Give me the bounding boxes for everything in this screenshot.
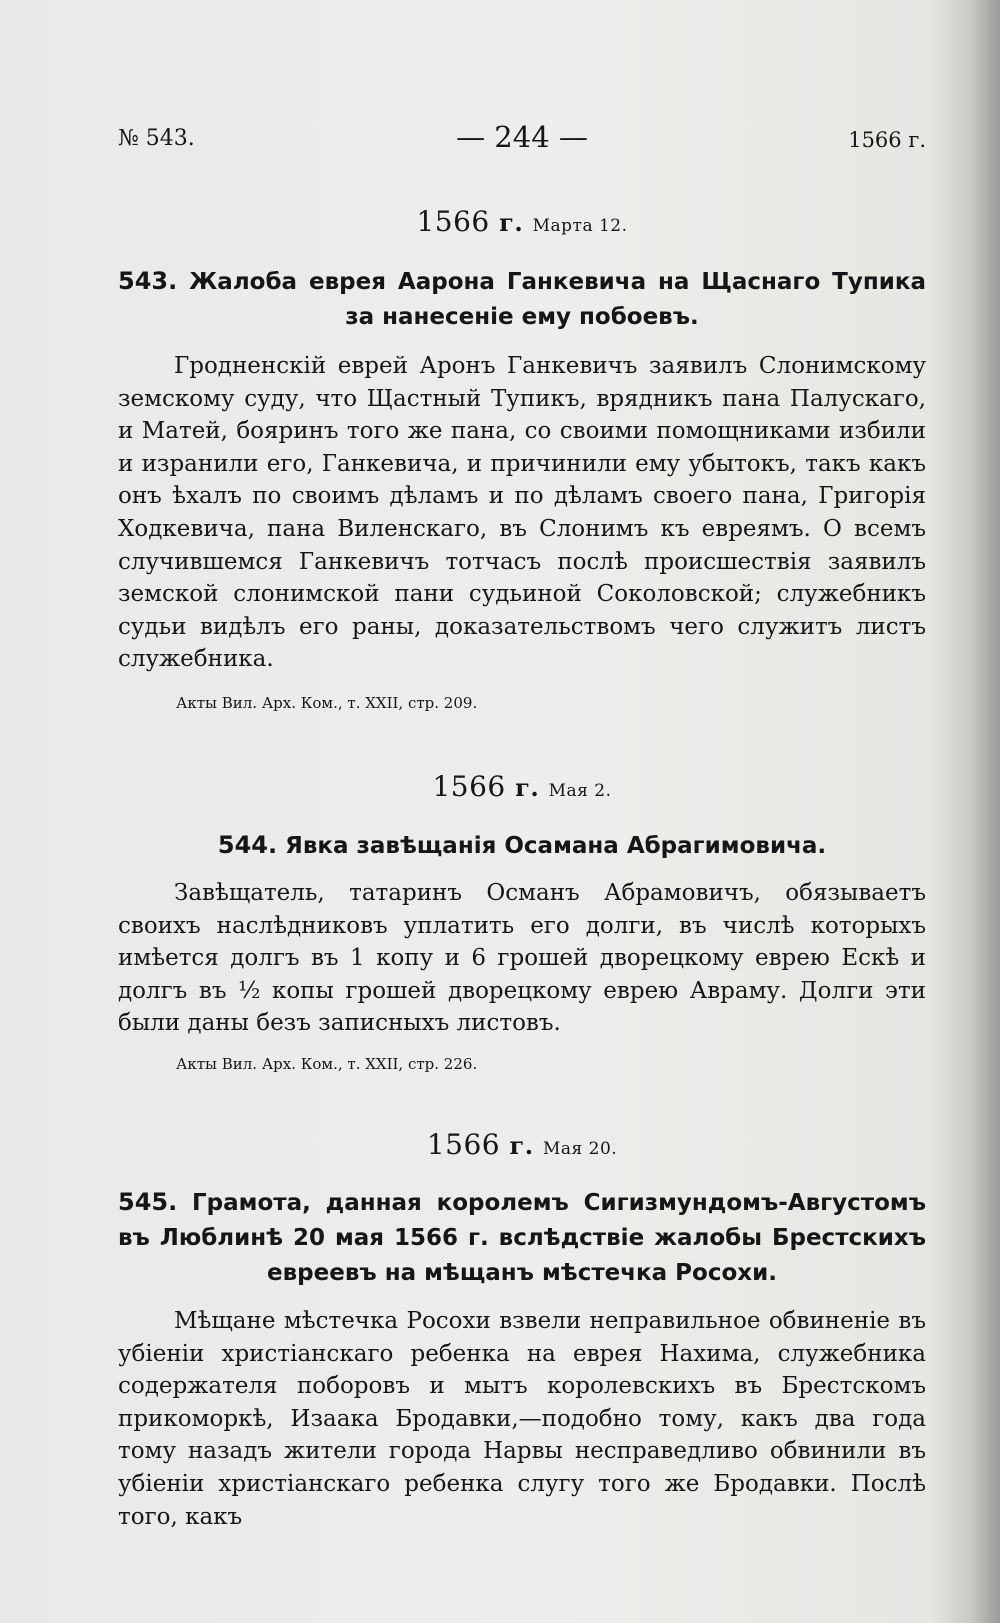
date-year: 1566 <box>416 205 490 238</box>
header-year: 1566 г. <box>848 128 926 152</box>
entry-543-date <box>118 205 926 238</box>
date-g: г. <box>499 208 524 237</box>
entry-title-text: Грамота, данная королемъ Сигизмундомъ-Августомъ въ Люблинѣ 20 мая 1566 г. вслѣдствіе жалобы Брестскихъ евреевъ на мѣщанъ мѣстечка Росохи. <box>118 1190 926 1286</box>
entry-543-body: Гродненскій еврей Аронъ Ганкевичъ заявилъ Слонимскому земскому суду, что Щастный Тупикъ, врядникъ пана Палускаго, и Матей, бояринъ того же пана, со своими помощниками избили и изранили его, Ганкевича, и причинили ему убытокъ, такъ какъ онъ ѣхалъ по своимъ дѣламъ и по дѣламъ своего пана, Григорія Ходкевича, пана Виленскаго, въ Слонимъ къ евреямъ. О всемъ случившемся Ганкевичъ тотчасъ послѣ происшествія заявилъ земской слонимской пани судьиной Соколовской; служебникъ судьи видѣлъ его раны, доказательствомъ чего служитъ листъ служебника. <box>118 353 926 673</box>
date-g: г. <box>515 773 540 802</box>
date-month-day: Мая 2. <box>548 781 612 801</box>
entry-543-title <box>118 264 926 335</box>
page-header <box>118 122 926 162</box>
entry-number: 543. <box>118 267 178 295</box>
date-g: г. <box>509 1131 534 1160</box>
entry-545-body: Мѣщане мѣстечка Росохи взвели неправильное обвиненіе въ убіеніи христіанскаго ребенка на еврея Нахима, служебника содержателя поборовъ и мытъ королевскихъ въ Брестскомъ прикоморкѣ, Изаака Бродавки,—подобно тому, какъ два года тому назадъ жители города Нарвы несправедливо обвинили въ убіеніи христіанскаго ребенка слугу того же Бродавки. Послѣ того, какъ <box>118 1308 926 1530</box>
entry-number: 544. <box>217 831 278 859</box>
entry-543-source: Акты Вил. Арх. Ком., т. XXII, стр. 209. <box>176 694 478 712</box>
page-number: — 244 — <box>456 120 588 154</box>
date-month-day: Марта 12. <box>532 216 628 236</box>
entry-544-date <box>118 770 926 803</box>
date-year: 1566 <box>432 770 506 803</box>
entry-545-title <box>118 1185 926 1291</box>
entry-number: 545. <box>118 1188 178 1216</box>
entry-544-body: Завѣщатель, татаринъ Османъ Абрамовичъ, обязываетъ своихъ наслѣдниковъ уплатить его долги, въ числѣ которыхъ имѣется долгъ въ 1 копу и 6 грошей дворецкому еврею Ескѣ и долгъ въ ½ копы грошей дворецкому еврею Авраму. Долги эти были даны безъ записныхъ листовъ. <box>118 880 926 1037</box>
date-year: 1566 <box>426 1128 501 1161</box>
date-month-day: Мая 20. <box>542 1139 618 1159</box>
entry-544-title <box>118 828 926 864</box>
entry-544-source: Акты Вил. Арх. Ком., т. XXII, стр. 226. <box>176 1055 478 1073</box>
document-number: № 543. <box>118 126 195 151</box>
entry-title-text: Жалоба еврея Аарона Ганкевича на Щаснаго Тупика за нанесеніе ему побоевъ. <box>189 269 926 330</box>
entry-545-date <box>118 1128 926 1161</box>
entry-title-text: Явка завѣщанія Осамана Абрагимовича. <box>285 833 827 859</box>
